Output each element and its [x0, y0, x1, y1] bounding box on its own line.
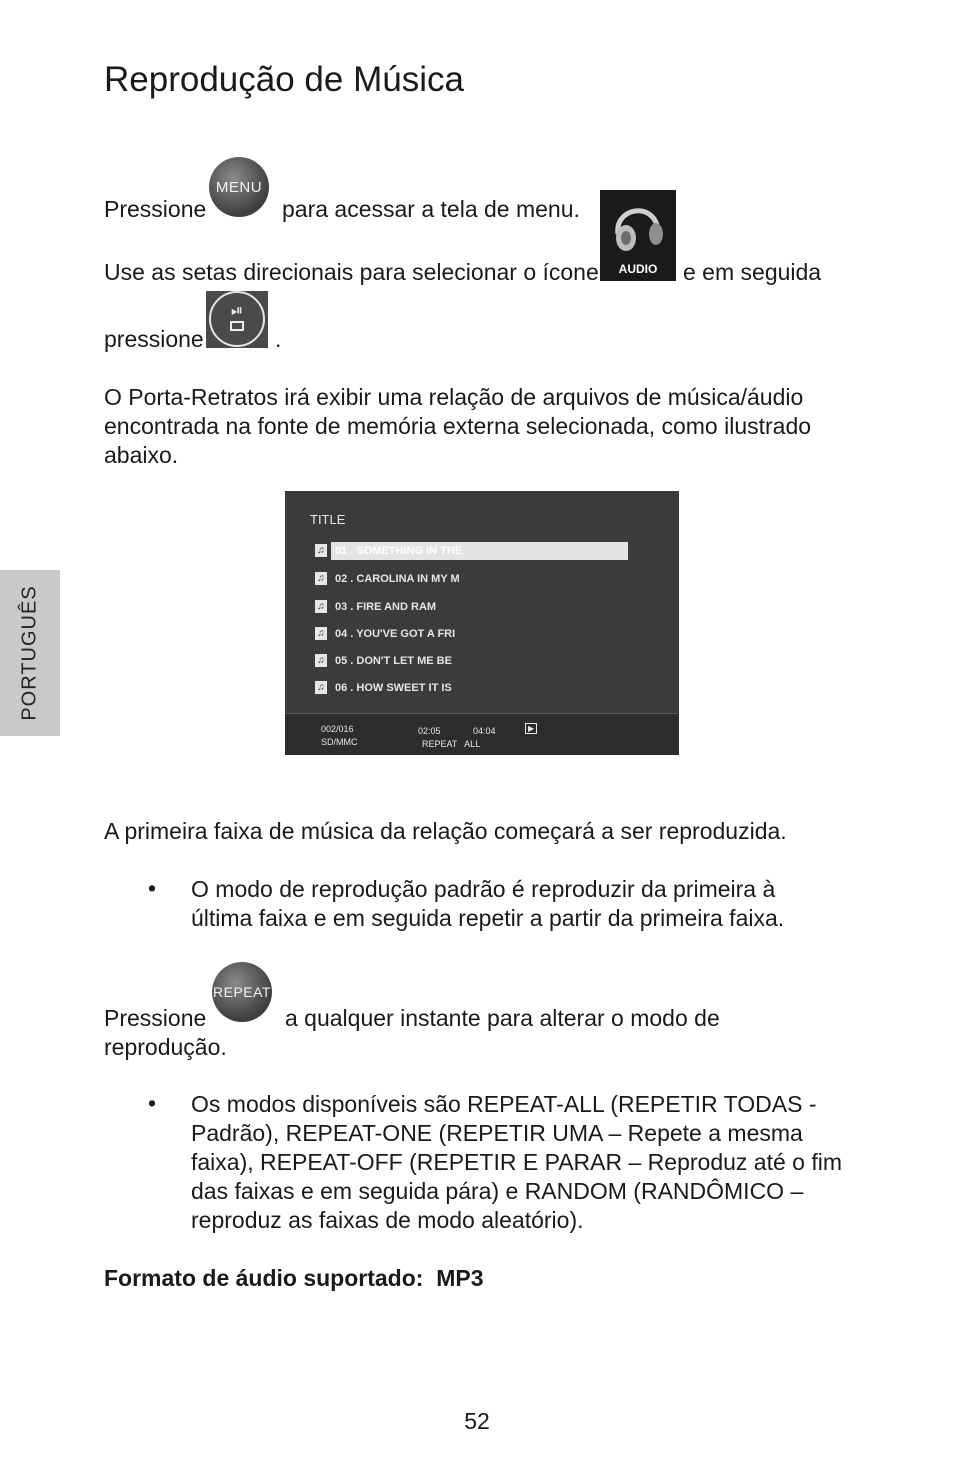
repeat-button-icon [212, 962, 272, 1022]
instruction-then: e em seguida [683, 259, 822, 285]
audio-icon-label: AUDIO [618, 262, 658, 276]
music-note-icon: ♫ [315, 681, 327, 694]
track-item [315, 679, 629, 697]
track-title: 03 . FIRE AND RAM [335, 601, 437, 613]
language-tab-label: PORTUGUÊS [18, 585, 41, 721]
page-title: Reprodução de Música [104, 60, 464, 99]
instruction-change-mode: a qualquer instante para alterar o modo de [285, 1005, 720, 1031]
paragraph-file-list: O Porta-Retratos irá exibir uma relação de arquivos de música/áudio encontrada na fonte de memória externa selecionada, como ilustrado abaixo. [104, 384, 812, 468]
bullet-repeat-modes: Os modos disponíveis são REPEAT-ALL (REPETIR TODAS - Padrão), REPEAT-ONE (REPETIR UMA – Repete a mesma faixa), REPEAT-OFF (REPETIR E PARAR – Reproduz até o fim das faixas e em seguida pára) e RANDOM (RANDÔMICO – reproduz as faixas de modo aleatório). [191, 1091, 842, 1233]
track-item [315, 570, 629, 588]
total-time: 04:04 [473, 726, 496, 736]
menu-button-icon [209, 157, 269, 217]
track-item [315, 542, 629, 560]
music-note-icon: ♫ [315, 600, 327, 613]
track-item [315, 652, 629, 670]
track-title: 04 . YOU'VE GOT A FRI [335, 628, 456, 640]
track-item [315, 598, 629, 616]
track-title: 05 . DON'T LET ME BE [335, 655, 452, 667]
instruction-playback: reprodução. [104, 1034, 227, 1060]
music-note-icon: ♫ [315, 627, 327, 640]
instruction-menu-access: para acessar a tela de menu. [282, 196, 580, 222]
instruction-press-3: Pressione [104, 1005, 207, 1031]
elapsed-time: 02:05 [418, 726, 441, 736]
repeat-mode: REPEAT ALL [422, 739, 481, 749]
paragraph-first-track: A primeira faixa de música da relação começará a ser reproduzida. [104, 818, 787, 844]
bullet-default-mode: O modo de reprodução padrão é reproduzir da primeira à última faixa e em seguida repetir a partir da primeira faixa. [191, 876, 785, 931]
supported-format: Formato de áudio suportado: MP3 [104, 1265, 484, 1291]
play-pause-glyph: ⏯ [230, 302, 243, 319]
menu-button-label: MENU [215, 178, 263, 196]
stop-glyph [230, 321, 244, 331]
instruction-select-icon: Use as setas direcionais para selecionar o ícone [104, 259, 599, 285]
repeat-button-label: REPEAT [213, 984, 271, 1000]
track-title: 06 . HOW SWEET IT IS [335, 682, 452, 694]
music-note-icon: ♫ [315, 572, 327, 585]
track-title: 01 . SOMETHING IN THE [331, 542, 628, 560]
instruction-press-2: pressione [104, 326, 204, 352]
source-label: SD/MMC [321, 737, 358, 747]
page-number: 52 [464, 1408, 490, 1434]
screen-title: TITLE [310, 512, 346, 527]
play-pause-button-icon [206, 291, 268, 348]
track-item [315, 625, 629, 643]
track-title: 02 . CAROLINA IN MY M [335, 573, 460, 585]
bullet-marker: • [148, 875, 157, 901]
play-state-icon: ▶ [525, 723, 537, 734]
language-tab [0, 570, 60, 736]
status-bar [285, 713, 679, 755]
music-note-icon: ♫ [315, 544, 327, 557]
music-note-icon: ♫ [315, 654, 327, 667]
instruction-press: Pressione [104, 196, 207, 222]
instruction-period: . [275, 326, 282, 352]
music-list-screen [285, 491, 679, 754]
audio-headphones-icon [600, 190, 676, 281]
track-counter: 002/016 [321, 724, 354, 734]
bullet-marker: • [148, 1090, 157, 1116]
